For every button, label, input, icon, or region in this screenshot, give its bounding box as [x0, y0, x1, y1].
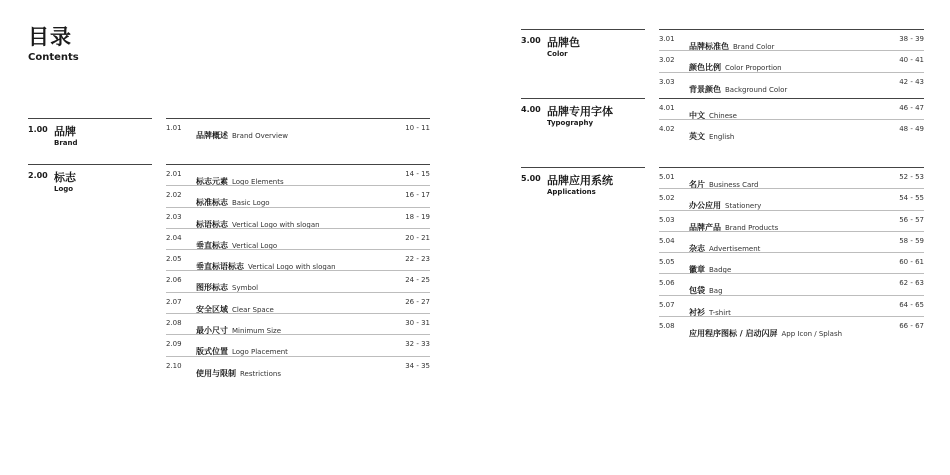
entry-number: 5.02	[659, 194, 675, 203]
section-divider	[28, 164, 152, 165]
entry-pages: 58 - 59	[899, 236, 924, 245]
section-divider	[521, 98, 645, 99]
entry-title-cn: 杂志	[689, 243, 705, 253]
section-number: 4.00	[521, 105, 541, 114]
entry-title-en: Vertical Logo with slogan	[232, 220, 320, 229]
entry-number: 4.02	[659, 125, 675, 134]
entry-title-cn: 英文	[689, 132, 705, 142]
entry-pages: 48 - 49	[899, 125, 924, 134]
section-title-cn: 品牌	[54, 125, 76, 138]
entry-title-cn: 安全区域	[196, 304, 228, 314]
entry-list	[166, 164, 430, 377]
entry-title-en: Vertical Logo with slogan	[248, 263, 336, 272]
entry-number: 3.01	[659, 35, 675, 43]
toc-entry[interactable]	[166, 334, 430, 355]
entry-list	[659, 167, 924, 337]
entry-title-en: Logo Elements	[232, 178, 284, 186]
entry-number: 2.06	[166, 276, 182, 285]
entry-pages: 18 - 19	[405, 212, 430, 221]
entry-number: 3.02	[659, 56, 675, 65]
entry-title-cn: 标准标志	[196, 198, 228, 208]
entry-pages: 22 - 23	[405, 255, 430, 264]
entry-number: 2.02	[166, 191, 182, 200]
entry-title-cn: 图形标志	[196, 283, 228, 293]
entry-number: 5.06	[659, 279, 675, 288]
entry-number: 5.04	[659, 236, 675, 245]
entry-title-cn: 品牌标准色	[689, 42, 729, 51]
entry-number: 2.01	[166, 170, 182, 178]
page-title: 目录	[28, 25, 72, 49]
entry-title-cn: 中文	[689, 111, 705, 120]
toc-entry[interactable]	[166, 292, 430, 313]
toc-entry[interactable]	[166, 118, 430, 139]
entry-title-en: Bag	[709, 287, 723, 296]
entry-number: 2.07	[166, 297, 182, 306]
toc-entry[interactable]	[166, 270, 430, 291]
entry-title-cn: 标志元素	[196, 177, 228, 186]
entry-pages: 14 - 15	[405, 170, 430, 178]
toc-entry[interactable]	[659, 72, 924, 93]
entry-title-cn: 包袋	[689, 286, 705, 296]
toc-entry[interactable]	[166, 164, 430, 185]
toc-entry[interactable]	[659, 98, 924, 119]
entry-title-cn: 颜色比例	[689, 63, 721, 73]
entry-title-en: Restrictions	[240, 369, 281, 378]
entry-title	[689, 124, 734, 143]
entry-title-en: English	[709, 133, 735, 142]
toc-entry[interactable]	[659, 50, 924, 71]
entry-title	[689, 77, 787, 96]
page-subtitle: Contents	[28, 52, 79, 63]
section-title-cn: 品牌色	[547, 36, 580, 49]
entry-number: 5.01	[659, 173, 675, 181]
entry-number: 5.03	[659, 215, 675, 224]
section-title-cn: 品牌专用字体	[547, 105, 613, 118]
section-title-en: Brand	[54, 139, 78, 147]
entry-title	[196, 361, 281, 380]
entry-number: 2.04	[166, 233, 182, 242]
toc-entry[interactable]	[166, 185, 430, 206]
entry-list	[166, 118, 430, 139]
entry-number: 1.01	[166, 124, 182, 132]
toc-entry[interactable]	[166, 249, 430, 270]
entry-title-cn: 品牌产品	[689, 222, 721, 232]
entry-title-en: Clear Space	[232, 305, 274, 314]
entry-pages: 30 - 31	[405, 319, 430, 328]
entry-title	[689, 321, 842, 340]
entry-title-en: Brand Color	[733, 43, 775, 51]
entry-number: 5.07	[659, 300, 675, 309]
entry-list	[659, 29, 924, 93]
entry-title-cn: 应用程序图标 / 启动闪屏	[689, 329, 778, 339]
entry-title-cn: 垂直标语标志	[196, 262, 244, 272]
entry-title-cn: 衬衫	[689, 307, 705, 317]
entry-number: 3.03	[659, 77, 675, 86]
section-title-en: Typography	[547, 119, 594, 127]
toc-entry[interactable]	[166, 313, 430, 334]
entry-pages: 64 - 65	[899, 300, 924, 309]
entry-title-cn: 标语标志	[196, 219, 228, 229]
section-title-cn: 标志	[54, 171, 76, 184]
toc-entry[interactable]	[659, 252, 924, 273]
entry-pages: 46 - 47	[899, 104, 924, 112]
entry-list	[659, 98, 924, 141]
entry-pages: 56 - 57	[899, 215, 924, 224]
entry-title-en: Minimum Size	[232, 327, 282, 336]
entry-title-cn: 背景颜色	[689, 84, 721, 94]
entry-title-en: Chinese	[709, 112, 737, 120]
toc-entry[interactable]	[659, 167, 924, 188]
entry-title-en: Vertical Logo	[232, 241, 278, 250]
entry-title-en: Color Proportion	[725, 64, 782, 73]
entry-number: 4.01	[659, 104, 675, 112]
entry-pages: 26 - 27	[405, 297, 430, 306]
entry-pages: 52 - 53	[899, 173, 924, 181]
entry-title-en: Basic Logo	[232, 199, 270, 208]
toc-entry[interactable]	[659, 231, 924, 252]
section-divider	[28, 118, 152, 119]
contents-header	[28, 24, 79, 63]
entry-pages: 24 - 25	[405, 276, 430, 285]
entry-number: 2.09	[166, 340, 182, 349]
section-title-cn: 品牌应用系统	[547, 174, 613, 187]
entry-title-cn: 名片	[689, 180, 705, 189]
entry-title-en: Business Card	[709, 181, 759, 189]
entry-pages: 16 - 17	[405, 191, 430, 200]
entry-title-cn: 徽章	[689, 265, 705, 275]
toc-entry[interactable]	[166, 228, 430, 249]
section-divider	[521, 29, 645, 30]
entry-title-en: Advertisement	[709, 244, 761, 253]
entry-pages: 60 - 61	[899, 258, 924, 267]
entry-number: 5.08	[659, 322, 675, 331]
entry-pages: 54 - 55	[899, 194, 924, 203]
entry-title-cn: 使用与限制	[196, 368, 236, 378]
entry-pages: 42 - 43	[899, 77, 924, 86]
entry-number: 2.10	[166, 361, 182, 370]
toc-entry[interactable]	[659, 210, 924, 231]
entry-title-en: Stationery	[725, 202, 762, 211]
entry-pages: 66 - 67	[899, 322, 924, 331]
toc-entry[interactable]	[659, 29, 924, 50]
toc-entry[interactable]	[659, 188, 924, 209]
section-number: 5.00	[521, 174, 541, 183]
section-number: 3.00	[521, 36, 541, 45]
entry-number: 2.03	[166, 212, 182, 221]
entry-pages: 62 - 63	[899, 279, 924, 288]
section-title-en: Applications	[547, 188, 596, 196]
entry-title-en: Background Color	[725, 85, 788, 94]
toc-entry[interactable]	[166, 356, 430, 377]
entry-pages: 34 - 35	[405, 361, 430, 370]
entry-pages: 20 - 21	[405, 233, 430, 242]
section-divider	[521, 167, 645, 168]
entry-title	[196, 123, 288, 142]
toc-entry[interactable]	[166, 207, 430, 228]
toc-entry[interactable]	[659, 316, 924, 337]
entry-title-en: Symbol	[232, 284, 259, 293]
toc-entry[interactable]	[659, 273, 924, 294]
entry-number: 2.08	[166, 319, 182, 328]
entry-title-cn: 垂直标志	[196, 240, 228, 250]
entry-number: 5.05	[659, 258, 675, 267]
entry-title-en: T-shirt	[709, 308, 731, 317]
entry-title-cn: 办公应用	[689, 201, 721, 211]
entry-title-en: Logo Placement	[232, 348, 288, 357]
entry-title-en: Badge	[709, 266, 732, 275]
section-number: 1.00	[28, 125, 48, 134]
entry-pages: 38 - 39	[899, 35, 924, 43]
entry-title-en: App Icon / Splash	[781, 330, 843, 339]
section-title-en: Color	[547, 50, 568, 58]
toc-entry[interactable]	[659, 295, 924, 316]
entry-pages: 10 - 11	[405, 124, 430, 132]
entry-title-en: Brand Products	[725, 223, 779, 232]
section-title-en: Logo	[54, 185, 74, 193]
entry-title-cn: 品牌概述	[196, 131, 228, 140]
section-number: 2.00	[28, 171, 48, 180]
entry-title-cn: 最小尺寸	[196, 326, 228, 336]
entry-title-cn: 版式位置	[196, 347, 228, 357]
entry-pages: 32 - 33	[405, 340, 430, 349]
entry-pages: 40 - 41	[899, 56, 924, 65]
entry-number: 2.05	[166, 255, 182, 264]
entry-title-en: Brand Overview	[232, 132, 289, 140]
toc-entry[interactable]	[659, 119, 924, 140]
